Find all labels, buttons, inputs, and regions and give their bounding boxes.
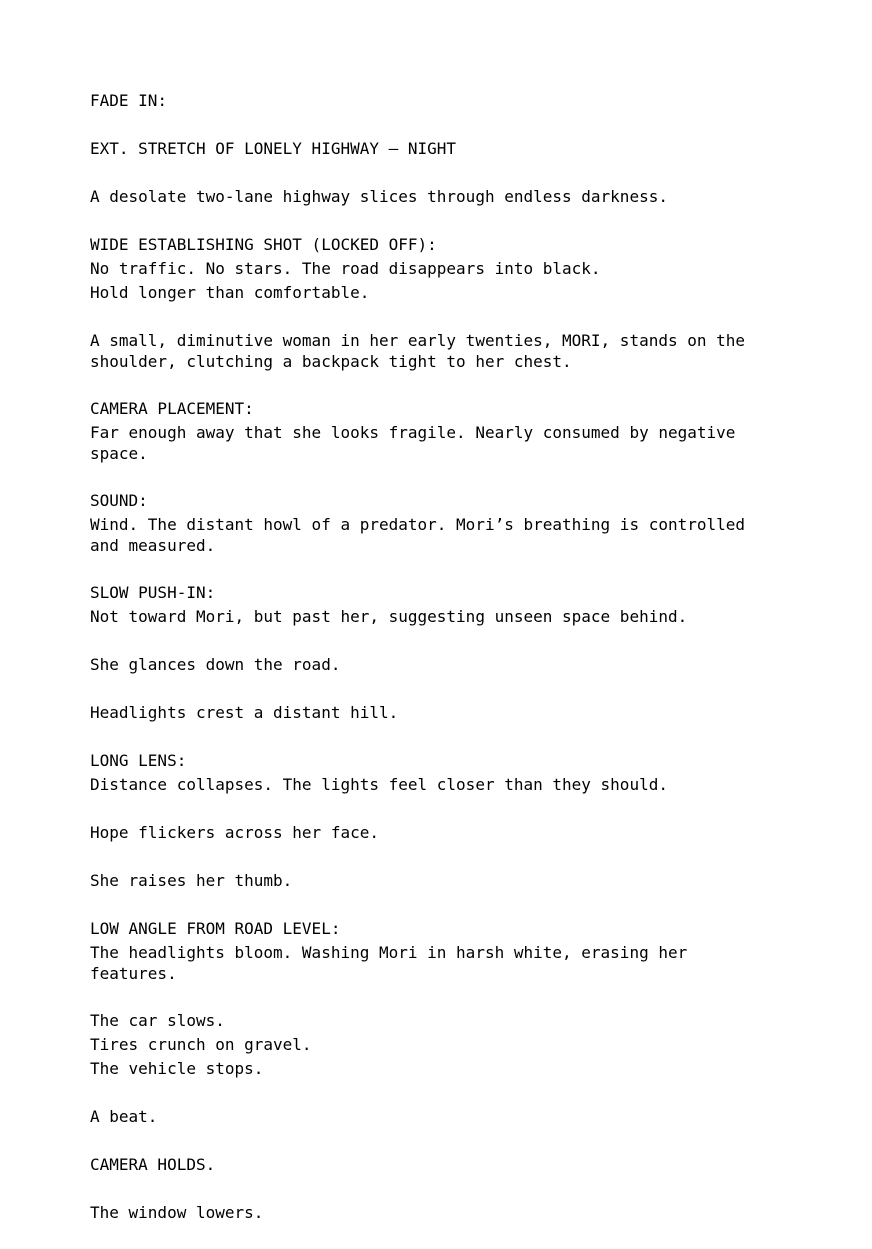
direction-block <box>90 1153 790 1177</box>
shot-heading: LOW ANGLE FROM ROAD LEVEL: <box>90 919 341 938</box>
shot-block-camera-placement <box>90 397 790 465</box>
shot-line: Not toward Mori, but past her, suggesting unseen space behind. <box>90 607 688 626</box>
screenplay-page <box>90 89 790 1249</box>
action-line: Hope flickers across her face. <box>90 823 379 842</box>
action-line: A small, diminutive woman in her early twenties, MORI, stands on the <box>90 331 746 350</box>
action-block <box>90 1201 790 1225</box>
shot-line: Hold longer than comfortable. <box>90 283 370 302</box>
action-line: She raises her thumb. <box>90 871 293 890</box>
shot-line: Far enough away that she looks fragile. Nearly consumed by negative <box>90 423 736 442</box>
shot-line-wrapped: space. <box>90 444 148 463</box>
scene-heading <box>90 137 790 161</box>
action-line: The vehicle stops. <box>90 1059 264 1078</box>
shot-line: Wind. The distant howl of a predator. Mori’s breathing is controlled <box>90 515 746 534</box>
shot-heading: SLOW PUSH-IN: <box>90 583 216 602</box>
action-line: Tires crunch on gravel. <box>90 1035 312 1054</box>
shot-line: No traffic. No stars. The road disappears into black. <box>90 259 601 278</box>
shot-line-wrapped: features. <box>90 964 177 983</box>
action-block <box>90 1105 790 1129</box>
shot-block-long-lens <box>90 749 790 797</box>
shot-block-low-angle <box>90 917 790 985</box>
action-line: A beat. <box>90 1107 158 1126</box>
shot-line: The headlights bloom. Washing Mori in harsh white, erasing her <box>90 943 688 962</box>
transition-text: FADE IN: <box>90 91 168 110</box>
shot-line-wrapped: and measured. <box>90 536 216 555</box>
shot-line: Distance collapses. The lights feel closer than they should. <box>90 775 668 794</box>
shot-heading: SOUND: <box>90 491 148 510</box>
action-line-wrapped: shoulder, clutching a backpack tight to her chest. <box>90 352 572 371</box>
shot-heading: LONG LENS: <box>90 751 187 770</box>
direction-line: CAMERA HOLDS. <box>90 1155 216 1174</box>
shot-block-slow-push-in <box>90 581 790 629</box>
transition-fade-in <box>90 89 790 113</box>
action-block <box>90 869 790 893</box>
action-line: The car slows. <box>90 1011 225 1030</box>
action-block <box>90 653 790 677</box>
action-block-car-stops <box>90 1009 790 1081</box>
action-line: She glances down the road. <box>90 655 341 674</box>
action-line: Headlights crest a distant hill. <box>90 703 399 722</box>
action-block <box>90 821 790 845</box>
action-line: The window lowers. <box>90 1203 264 1222</box>
shot-heading: CAMERA PLACEMENT: <box>90 399 254 418</box>
action-line: A desolate two-lane highway slices through endless darkness. <box>90 187 668 206</box>
action-block <box>90 701 790 725</box>
shot-block-wide-establishing <box>90 233 790 305</box>
action-block-mori-intro <box>90 329 790 373</box>
shot-heading: WIDE ESTABLISHING SHOT (LOCKED OFF): <box>90 235 437 254</box>
action-block <box>90 185 790 209</box>
shot-block-sound <box>90 489 790 557</box>
scene-heading-text: EXT. STRETCH OF LONELY HIGHWAY – NIGHT <box>90 139 457 158</box>
